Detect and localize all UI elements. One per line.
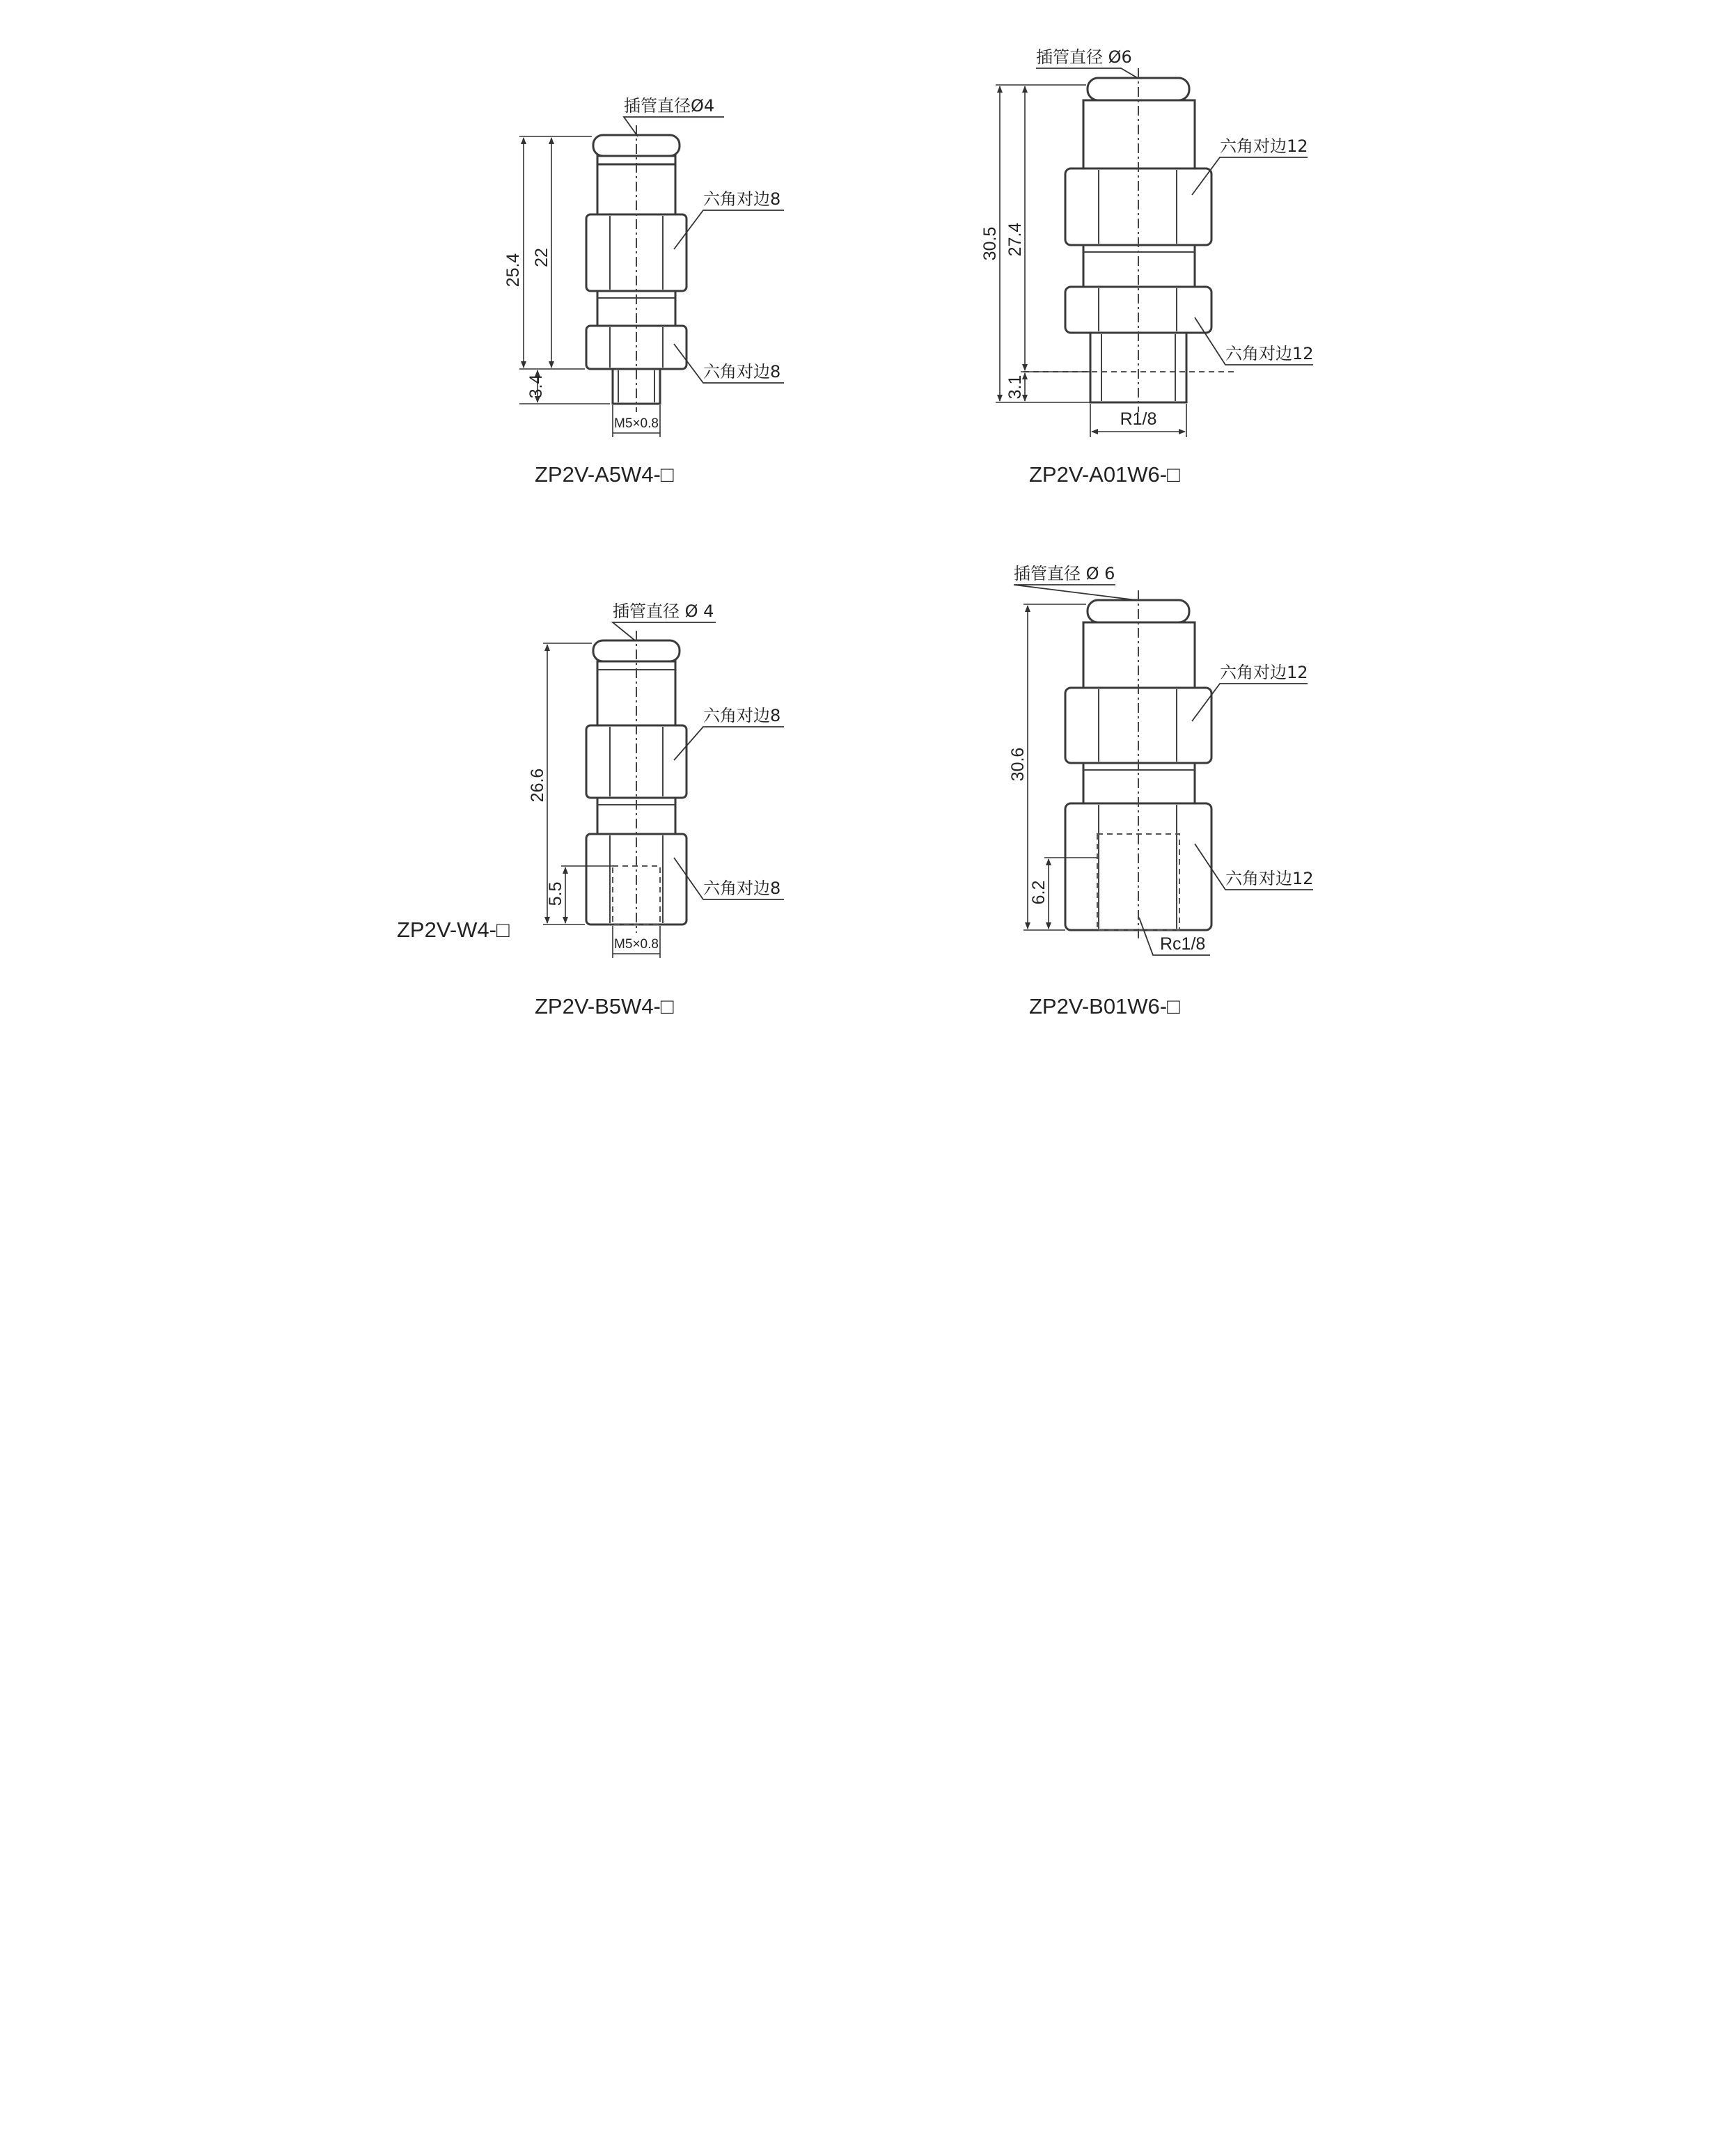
figure-b01w6 <box>1008 564 1314 1018</box>
tube-diameter-label: 插管直径 Ø 6 <box>1014 564 1115 583</box>
dim-overall: 25.4 <box>503 253 523 288</box>
thread-size: M5×0.8 <box>614 937 659 952</box>
dim-overall: 30.5 <box>980 226 1000 261</box>
dim-thread: 3.1 <box>1005 375 1025 400</box>
hex-upper-label: 六角对边8 <box>703 189 781 209</box>
hex-lower-label: 六角对边8 <box>703 879 781 898</box>
hex-upper-label: 六角对边12 <box>1220 663 1308 682</box>
tube-diameter-label: 插管直径 Ø 4 <box>613 601 714 621</box>
dim-overall: 26.6 <box>528 768 547 803</box>
dim-thread: 5.5 <box>546 881 565 906</box>
dim-body: 22 <box>532 248 551 267</box>
tube-diameter-label: 插管直径Ø4 <box>624 96 715 116</box>
figure-a01w6 <box>980 47 1314 487</box>
tube-diameter-label: 插管直径 Ø6 <box>1036 47 1132 67</box>
figure-caption: ZP2V-B01W6-□ <box>1029 994 1180 1018</box>
dim-overall: 30.6 <box>1008 747 1028 782</box>
hex-lower-label: 六角对边12 <box>1225 344 1314 363</box>
side-label: ZP2V-W4-□ <box>397 918 510 942</box>
dim-body: 27.4 <box>1005 222 1025 257</box>
dim-thread: 3.4 <box>526 374 546 399</box>
dim-thread: 6.2 <box>1029 880 1049 905</box>
figure-caption: ZP2V-A5W4-□ <box>535 462 674 487</box>
hex-upper-label: 六角对边8 <box>703 706 781 725</box>
figure-caption: ZP2V-B5W4-□ <box>535 994 674 1018</box>
thread-size: R1/8 <box>1120 409 1157 429</box>
hex-lower-label: 六角对边8 <box>703 362 781 381</box>
hex-upper-label: 六角对边12 <box>1220 136 1308 156</box>
figure-b5w4 <box>397 601 784 1018</box>
figure-caption: ZP2V-A01W6-□ <box>1029 462 1180 487</box>
figure-a5w4 <box>503 96 784 487</box>
thread-size: M5×0.8 <box>614 416 659 431</box>
hex-lower-label: 六角对边12 <box>1225 869 1314 888</box>
thread-size: Rc1/8 <box>1160 934 1206 954</box>
